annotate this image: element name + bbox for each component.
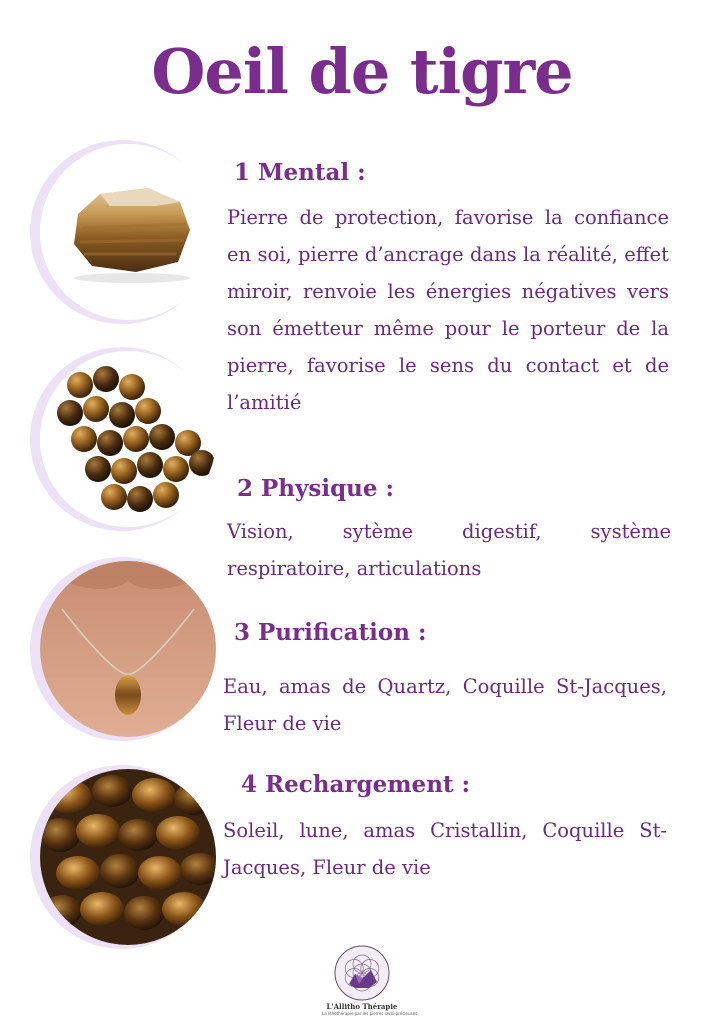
page-title: Oeil de tigre — [151, 35, 573, 108]
section-heading-purification: 3 Purification : — [234, 619, 427, 646]
brand-name: L'Allitho Thérapie — [326, 1002, 398, 1011]
section-text-physique: Vision, sytème digestif, système respiratoire, articulations — [227, 520, 671, 580]
flower-of-life-logo-icon — [333, 944, 391, 1002]
tumbled-tiger-eye-stones-image — [40, 769, 216, 945]
tiger-eye-bead-bracelet-image — [40, 351, 216, 527]
section-text-mental: Pierre de protection, favorise la confiance en soi, pierre d’ancrage dans la réalité, effet miroir, renvoie les énergies négatives vers son émetteur même pour le porteur de la pierre, favorise le sens du contact et de l’amitié — [227, 206, 669, 414]
tiger-eye-pendant-necklace-image — [40, 561, 216, 737]
section-heading-physique: 2 Physique : — [237, 475, 395, 502]
section-heading-mental: 1 Mental : — [234, 159, 366, 186]
section-text-rechargement: Soleil, lune, amas Cristallin, Coquille St-Jacques, Fleur de vie — [223, 819, 667, 879]
brand-logo — [322, 944, 418, 1017]
section-text-purification: Eau, amas de Quartz, Coquille St-Jacques, Fleur de vie — [223, 675, 667, 735]
section-heading-rechargement: 4 Rechargement : — [241, 771, 471, 798]
raw-tiger-eye-stone-image — [40, 144, 216, 320]
brand-tagline: La lithothérapie par les pierres semi-précieuses — [322, 1011, 418, 1016]
